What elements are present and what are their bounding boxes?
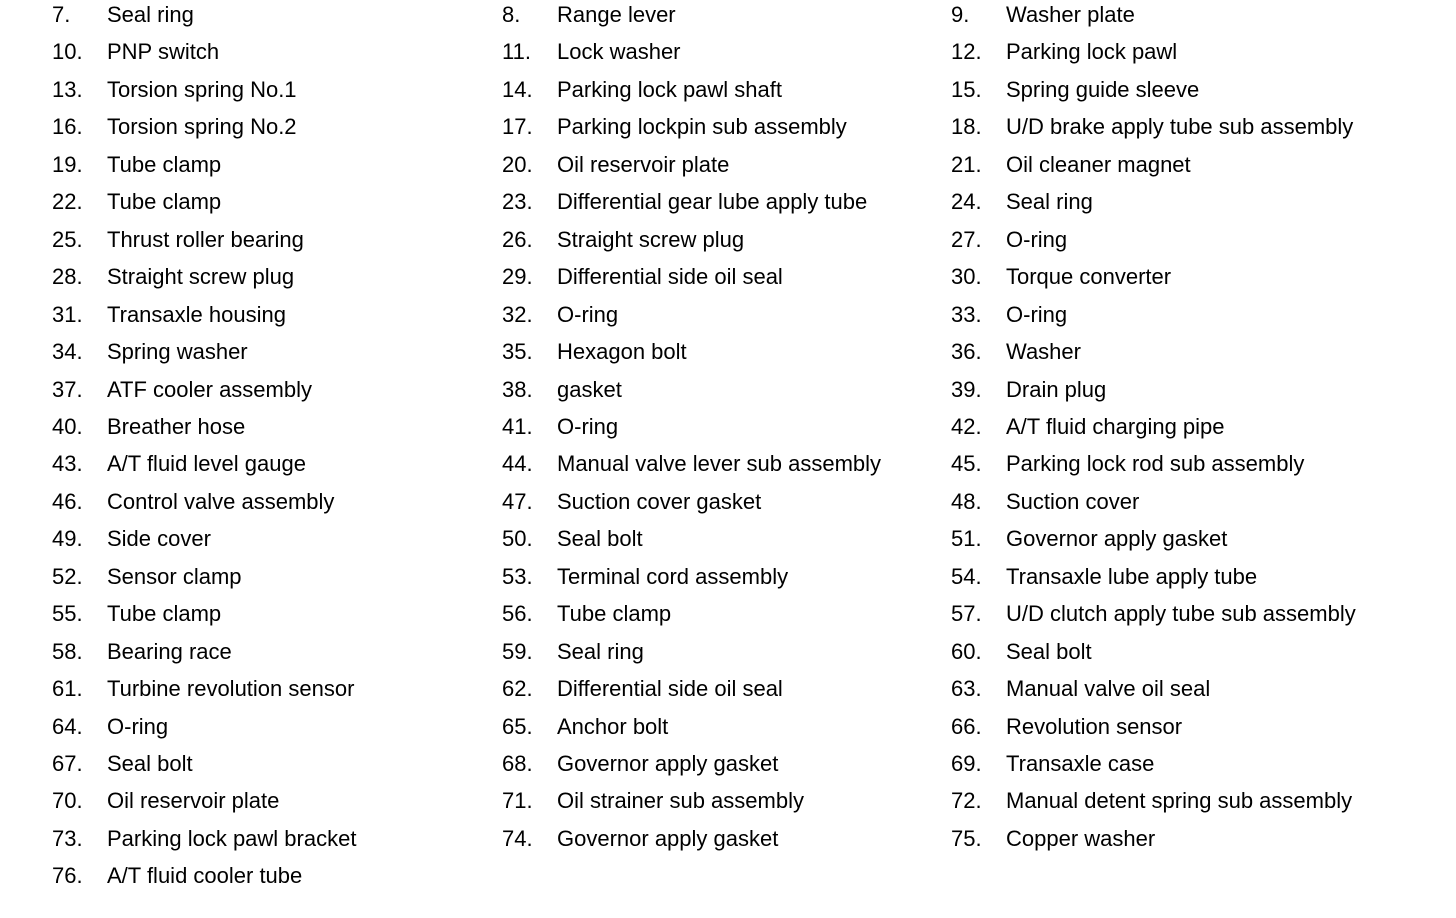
part-number: 31. xyxy=(52,301,83,327)
part-number: 30. xyxy=(951,264,982,290)
part-name: gasket xyxy=(557,376,622,402)
part-name: O-ring xyxy=(557,413,619,439)
part-number: 8. xyxy=(502,2,521,27)
part-number: 62. xyxy=(502,676,533,702)
part-number: 19. xyxy=(52,151,83,177)
part-name: Spring guide sleeve xyxy=(1006,76,1200,102)
part-name: Washer plate xyxy=(1006,2,1135,27)
part-name: Torsion spring No.2 xyxy=(107,114,297,140)
part-name: Breather hose xyxy=(107,413,246,439)
part-name: A/T fluid level gauge xyxy=(107,451,306,477)
part-name: Lock washer xyxy=(557,39,681,65)
part-name: Parking lock rod sub assembly xyxy=(1006,451,1305,477)
part-name: O-ring xyxy=(1006,226,1068,252)
part-name: Copper washer xyxy=(1006,825,1156,851)
part-name: PNP switch xyxy=(107,39,220,65)
part-number: 15. xyxy=(951,76,982,102)
part-name: Transaxle housing xyxy=(107,301,286,327)
part-name: Seal ring xyxy=(107,2,194,27)
part-name: Side cover xyxy=(107,526,211,552)
part-number: 36. xyxy=(951,339,982,365)
part-name: Differential side oil seal xyxy=(557,264,783,290)
part-name: Tube clamp xyxy=(107,189,222,215)
part-number: 69. xyxy=(951,751,982,776)
part-name: Straight screw plug xyxy=(557,226,745,252)
part-name: Transaxle case xyxy=(1006,751,1155,776)
part-name: A/T fluid charging pipe xyxy=(1006,413,1225,439)
part-number: 65. xyxy=(502,713,533,739)
part-number: 38. xyxy=(502,376,533,402)
part-number: 7. xyxy=(52,2,71,27)
part-number: 51. xyxy=(951,526,982,552)
part-name: Anchor bolt xyxy=(557,713,669,739)
part-number: 56. xyxy=(502,601,533,627)
part-number: 63. xyxy=(951,676,982,702)
part-name: O-ring xyxy=(107,713,169,739)
part-name: Drain plug xyxy=(1006,376,1107,402)
part-number: 22. xyxy=(52,189,83,215)
part-number: 48. xyxy=(951,488,982,514)
part-name: Tube clamp xyxy=(107,151,222,177)
part-name: Parking lock pawl xyxy=(1006,39,1178,65)
part-name: Seal bolt xyxy=(557,526,643,552)
part-name: Range lever xyxy=(557,2,676,27)
part-number: 42. xyxy=(951,413,982,439)
part-name: Washer xyxy=(1006,339,1081,365)
part-number: 41. xyxy=(502,413,533,439)
part-number: 43. xyxy=(52,451,83,477)
part-number: 26. xyxy=(502,226,533,252)
part-number: 70. xyxy=(52,788,83,814)
part-number: 37. xyxy=(52,376,83,402)
part-number: 73. xyxy=(52,825,83,851)
part-name: Turbine revolution sensor xyxy=(107,676,355,702)
part-name: Control valve assembly xyxy=(107,488,335,514)
part-name: Torque converter xyxy=(1006,264,1172,290)
part-name: Hexagon bolt xyxy=(557,339,687,365)
part-number: 16. xyxy=(52,114,83,140)
part-number: 28. xyxy=(52,264,83,290)
part-name: Manual valve oil seal xyxy=(1006,676,1211,702)
part-name: Parking lock pawl bracket xyxy=(107,825,357,851)
part-number: 64. xyxy=(52,713,83,739)
part-name: Spring washer xyxy=(107,339,248,365)
part-number: 20. xyxy=(502,151,533,177)
part-name: Thrust roller bearing xyxy=(107,226,304,252)
part-number: 11. xyxy=(502,39,531,65)
part-number: 52. xyxy=(52,563,83,589)
part-number: 74. xyxy=(502,825,533,851)
part-name: Oil cleaner magnet xyxy=(1006,151,1191,177)
part-number: 55. xyxy=(52,601,83,627)
part-number: 61. xyxy=(52,676,83,702)
part-number: 68. xyxy=(502,751,533,776)
part-number: 49. xyxy=(52,526,83,552)
part-number: 76. xyxy=(52,863,83,889)
part-name: Governor apply gasket xyxy=(557,825,779,851)
part-number: 33. xyxy=(951,301,982,327)
part-name: Parking lock pawl shaft xyxy=(557,76,782,102)
part-name: Governor apply gasket xyxy=(1006,526,1228,552)
part-name: Suction cover gasket xyxy=(557,488,762,514)
part-name: Bearing race xyxy=(107,638,232,664)
part-name: Oil strainer sub assembly xyxy=(557,788,804,814)
part-number: 24. xyxy=(951,189,982,215)
part-name: Tube clamp xyxy=(107,601,222,627)
part-name: Governor apply gasket xyxy=(557,751,779,776)
part-name: U/D brake apply tube sub assembly xyxy=(1006,114,1354,140)
part-name: Suction cover xyxy=(1006,488,1140,514)
part-name: Revolution sensor xyxy=(1006,713,1183,739)
part-number: 54. xyxy=(951,563,982,589)
part-number: 58. xyxy=(52,638,83,664)
part-number: 35. xyxy=(502,339,533,365)
part-name: Manual valve lever sub assembly xyxy=(557,451,882,477)
part-name: O-ring xyxy=(557,301,619,327)
part-name: Manual detent spring sub assembly xyxy=(1006,788,1353,814)
part-name: ATF cooler assembly xyxy=(107,376,312,402)
part-number: 45. xyxy=(951,451,982,477)
part-number: 29. xyxy=(502,264,533,290)
part-number: 14. xyxy=(502,76,533,102)
part-number: 9. xyxy=(951,2,970,27)
part-name: Differential gear lube apply tube xyxy=(557,189,868,215)
part-number: 18. xyxy=(951,114,982,140)
part-name: Sensor clamp xyxy=(107,563,242,589)
part-name: Seal bolt xyxy=(107,751,193,776)
part-number: 67. xyxy=(52,751,83,776)
part-number: 40. xyxy=(52,413,83,439)
part-number: 34. xyxy=(52,339,83,365)
part-number: 75. xyxy=(951,825,982,851)
part-name: A/T fluid cooler tube xyxy=(107,863,303,889)
part-number: 59. xyxy=(502,638,533,664)
part-name: Parking lockpin sub assembly xyxy=(557,114,847,140)
part-number: 12. xyxy=(951,39,982,65)
part-number: 23. xyxy=(502,189,533,215)
part-name: Transaxle lube apply tube xyxy=(1006,563,1258,589)
part-name: Differential side oil seal xyxy=(557,676,783,702)
part-name: U/D clutch apply tube sub assembly xyxy=(1006,601,1356,627)
part-name: Tube clamp xyxy=(557,601,672,627)
part-number: 21. xyxy=(951,151,982,177)
part-number: 44. xyxy=(502,451,533,477)
part-number: 60. xyxy=(951,638,982,664)
part-number: 10. xyxy=(52,39,83,65)
part-number: 39. xyxy=(951,376,982,402)
part-number: 71. xyxy=(502,788,533,814)
part-number: 72. xyxy=(951,788,982,814)
part-number: 66. xyxy=(951,713,982,739)
part-name: Terminal cord assembly xyxy=(557,563,789,589)
part-number: 47. xyxy=(502,488,533,514)
part-name: Straight screw plug xyxy=(107,264,295,290)
part-name: Seal bolt xyxy=(1006,638,1092,664)
part-number: 13. xyxy=(52,76,83,102)
part-number: 57. xyxy=(951,601,982,627)
part-name: Seal ring xyxy=(1006,189,1093,215)
part-name: Seal ring xyxy=(557,638,644,664)
part-name: Oil reservoir plate xyxy=(107,788,280,814)
part-number: 50. xyxy=(502,526,533,552)
part-number: 17. xyxy=(502,114,533,140)
part-number: 25. xyxy=(52,226,83,252)
part-number: 32. xyxy=(502,301,533,327)
part-name: Torsion spring No.1 xyxy=(107,76,297,102)
part-name: O-ring xyxy=(1006,301,1068,327)
part-number: 27. xyxy=(951,226,982,252)
part-name: Oil reservoir plate xyxy=(557,151,730,177)
part-number: 46. xyxy=(52,488,83,514)
part-number: 53. xyxy=(502,563,533,589)
